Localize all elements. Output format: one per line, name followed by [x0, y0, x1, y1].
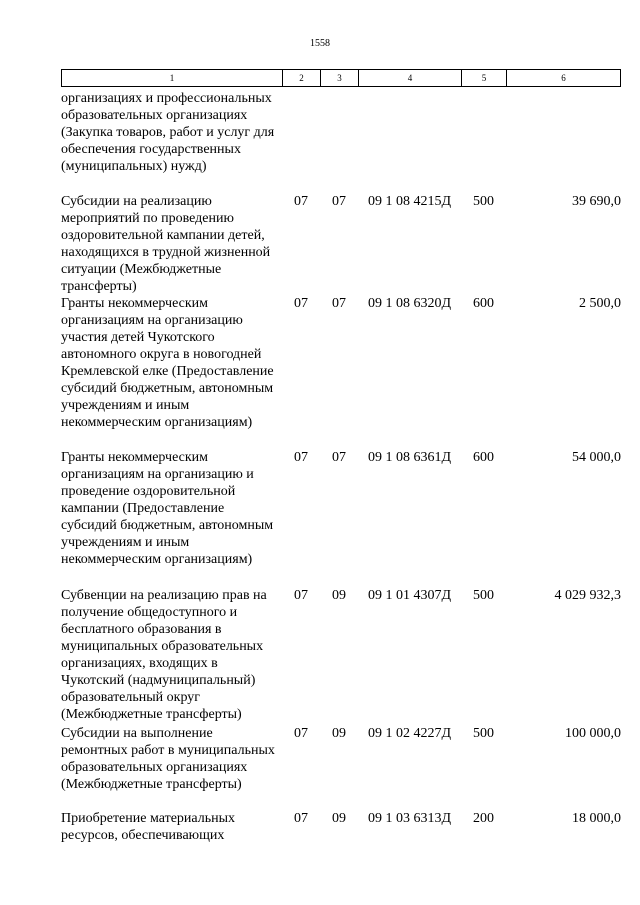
- row-subsection: 07: [332, 450, 346, 465]
- row-amount: 54 000,0: [572, 450, 621, 465]
- row-section: 07: [294, 194, 308, 209]
- row-amount: 4 029 932,3: [554, 588, 621, 603]
- row-expense-type: 500: [473, 588, 494, 603]
- header-col-5: 5: [462, 70, 507, 87]
- header-col-2: 2: [283, 70, 321, 87]
- row-subsection: 09: [332, 811, 346, 826]
- row-name: Субвенции на реализацию прав на получение общедоступного и бесплатного образования в муниципальных образовательных организациях, входящих в Чукотский (надмуниципальный) образовательный округ (Межбюджетные трансферты): [61, 588, 267, 722]
- row-target-code: 09 1 08 6361Д: [367, 450, 452, 465]
- row-section: 07: [294, 296, 308, 311]
- header-col-3: 3: [321, 70, 359, 87]
- row-name: Гранты некоммерческим организациям на организацию и проведение оздоровительной кампании (Предоставление субсидий бюджетным, автономным учреждениям и иным некоммерческим организациям): [61, 450, 274, 567]
- row-target-code: 09 1 01 4307Д: [367, 588, 452, 603]
- row-expense-type: 500: [473, 726, 494, 741]
- row-amount: 18 000,0: [572, 811, 621, 826]
- row-expense-type: 600: [473, 450, 494, 465]
- budget-table: [61, 90, 621, 844]
- row-target-code: 09 1 02 4227Д: [367, 726, 452, 741]
- table-row: [61, 587, 621, 725]
- row-subsection: [320, 90, 358, 193]
- row-section: 07: [294, 450, 308, 465]
- row-target-code: 09 1 08 6320Д: [367, 296, 452, 311]
- header-col-6: 6: [507, 70, 621, 87]
- row-name: Субсидии на выполнение ремонтных работ в муниципальных образовательных организациях (Межбюджетные трансферты): [61, 726, 275, 792]
- row-subsection: 09: [332, 588, 346, 603]
- row-section: 07: [294, 726, 308, 741]
- row-name: организациях и профессиональных образовательных организациях (Закупка товаров, работ и услуг для обеспечения государственных (муниципальных) нужд): [61, 91, 275, 174]
- row-name: Гранты некоммерческим организациям на организацию участия детей Чукотского автономного округа в новогодней Кремлевской елке (Предоставление субсидий бюджетным, автономным учреждениям и иным некоммерческим организациям): [61, 296, 274, 430]
- row-name: Приобретение материальных ресурсов, обеспечивающих: [61, 811, 236, 843]
- table-row: [61, 725, 621, 810]
- row-expense-type: 600: [473, 296, 494, 311]
- row-expense-type: [461, 90, 506, 193]
- table-row: [61, 193, 621, 295]
- row-expense-type: 200: [473, 811, 494, 826]
- header-col-1: 1: [62, 70, 283, 87]
- header-row: [62, 70, 621, 87]
- row-amount: 39 690,0: [572, 194, 621, 209]
- row-subsection: 07: [332, 194, 346, 209]
- row-section: 07: [294, 588, 308, 603]
- page-number: 1558: [310, 38, 330, 49]
- row-target-code: [358, 90, 461, 193]
- row-section: 07: [294, 811, 308, 826]
- row-expense-type: 500: [473, 194, 494, 209]
- row-amount: 2 500,0: [579, 296, 621, 311]
- table-header: [61, 69, 621, 87]
- table-row: [61, 810, 621, 844]
- row-subsection: 09: [332, 726, 346, 741]
- row-subsection: 07: [332, 296, 346, 311]
- table-row: [61, 449, 621, 587]
- row-section: [282, 90, 320, 193]
- row-target-code: 09 1 03 6313Д: [367, 811, 452, 826]
- row-amount: [506, 90, 621, 193]
- row-name: Субсидии на реализацию мероприятий по проведению оздоровительной кампании детей, находящихся в трудной жизненной ситуации (Межбюджетные трансферты): [61, 194, 271, 294]
- row-target-code: 09 1 08 4215Д: [367, 194, 452, 209]
- row-amount: 100 000,0: [565, 726, 621, 741]
- header-col-4: 4: [359, 70, 462, 87]
- table-row: [61, 90, 621, 193]
- table-row: [61, 295, 621, 449]
